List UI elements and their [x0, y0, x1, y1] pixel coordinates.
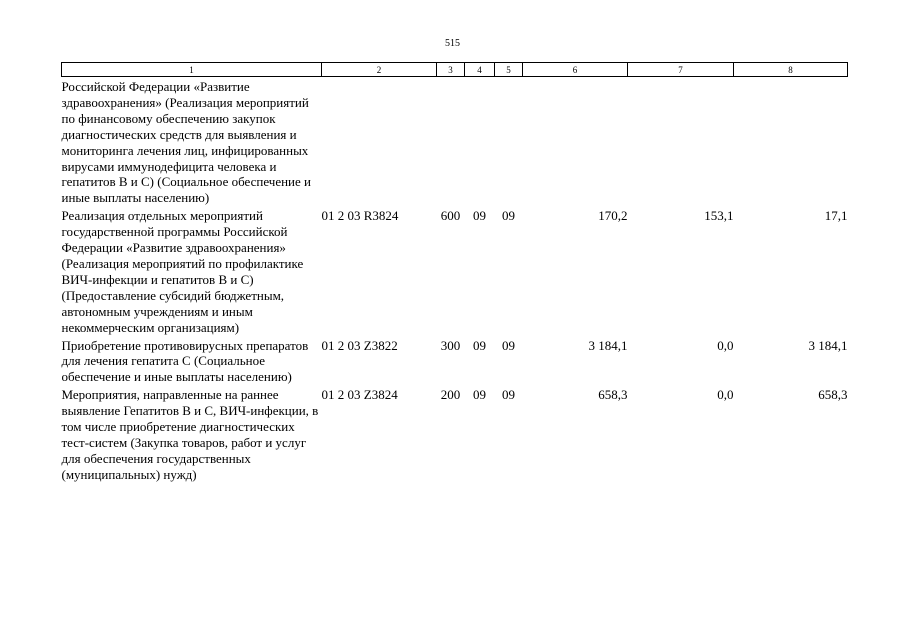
row-total: 658,3	[598, 387, 628, 403]
column-number-header	[62, 63, 848, 77]
row-description: Российской Федерации «Развитие здравоохранения» (Реализация мероприятий по финансовому обеспечению закупок диагностических средств для выявления и мониторинга лечения лиц, инфицированных вирусами иммунодефицита человека и гепатитов B и C) (Социальное обеспечение и иные выплаты населению)	[61, 79, 311, 206]
row-vr: 300	[440, 337, 461, 353]
row-pr: 09	[502, 387, 515, 403]
column-header-6: 6	[523, 63, 628, 77]
row-vr: 200	[440, 387, 461, 403]
column-header-3: 3	[437, 63, 465, 77]
row-total	[523, 77, 628, 207]
row-vr: 600	[440, 208, 461, 224]
row-regional: 3 184,1	[808, 337, 848, 353]
column-header-2: 2	[322, 63, 437, 77]
row-code: 01 2 03 Z3822	[321, 337, 398, 353]
budget-table	[61, 62, 848, 483]
table-row	[62, 385, 848, 482]
row-vr	[437, 77, 465, 207]
table-row	[62, 77, 848, 207]
row-rz: 09	[473, 208, 486, 224]
row-regional: 17,1	[824, 208, 848, 224]
row-code: 01 2 03 Z3824	[321, 387, 398, 403]
row-federal	[628, 77, 734, 207]
page-number: 515	[445, 38, 460, 49]
row-rz	[465, 77, 495, 207]
column-header-8: 8	[734, 63, 848, 77]
column-header-4: 4	[465, 63, 495, 77]
table-row	[62, 206, 848, 335]
row-pr	[495, 77, 523, 207]
row-rz: 09	[473, 337, 486, 353]
row-pr: 09	[502, 337, 515, 353]
column-header-7: 7	[628, 63, 734, 77]
row-federal: 0,0	[717, 387, 734, 403]
row-rz: 09	[473, 387, 486, 403]
row-pr: 09	[502, 208, 515, 224]
row-code: 01 2 03 R3824	[321, 208, 399, 224]
row-federal: 0,0	[717, 337, 734, 353]
row-regional	[734, 77, 848, 207]
row-description: Приобретение противовирусных препаратов для лечения гепатита С (Социальное обеспечение и иные выплаты населению)	[61, 337, 309, 385]
row-total: 170,2	[598, 208, 628, 224]
row-total: 3 184,1	[588, 337, 628, 353]
table-row	[62, 336, 848, 386]
row-federal: 153,1	[704, 208, 734, 224]
column-header-1: 1	[62, 63, 322, 77]
row-code	[322, 77, 437, 207]
column-header-5: 5	[495, 63, 523, 77]
row-description: Мероприятия, направленные на раннее выявление Гепатитов В и С, ВИЧ-инфекции, в том числе приобретение диагностических тест-систем (Закупка товаров, работ и услуг для обеспечения государственных (муниципальных) нужд)	[61, 387, 319, 482]
row-regional: 658,3	[818, 387, 848, 403]
row-description: Реализация отдельных мероприятий государственной программы Российской Федерации «Развитие здравоохранения» (Реализация мероприятий по профилактике ВИЧ-инфекции и гепатитов B и C) (Предоставление субсидий бюджетным, автономным учреждениям и иным некоммерческим организациям)	[61, 208, 304, 335]
